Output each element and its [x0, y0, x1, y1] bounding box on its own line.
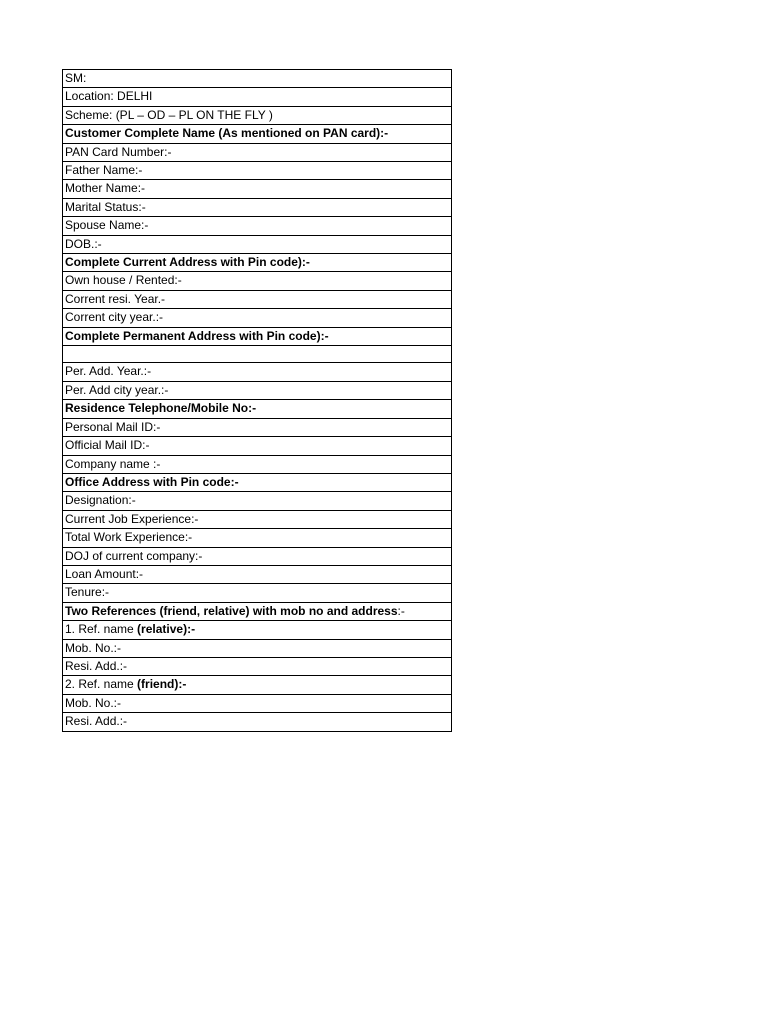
references-heading-suffix: :- [397, 603, 405, 618]
form-cell-designation[interactable]: Designation:- [63, 492, 452, 510]
form-cell-company-name[interactable]: Company name :- [63, 455, 452, 473]
form-cell-own-house-rented[interactable]: Own house / Rented:- [63, 272, 452, 290]
references-heading-label: Two References (friend, relative) with mob no and address [65, 603, 398, 618]
form-cell-per-add-city-year[interactable]: Per. Add city year.:- [63, 381, 452, 399]
form-cell-loan-amount[interactable]: Loan Amount:- [63, 565, 452, 583]
form-cell-residence-phone[interactable]: Residence Telephone/Mobile No:- [63, 400, 452, 418]
loan-application-form [62, 69, 452, 732]
form-cell-spouse-name[interactable]: Spouse Name:- [63, 217, 452, 235]
form-cell-marital-status[interactable]: Marital Status:- [63, 198, 452, 216]
form-cell-father-name[interactable]: Father Name:- [63, 162, 452, 180]
form-cell-permanent-address-blank[interactable] [63, 346, 452, 363]
ref1-name-label: 1. Ref. name [65, 622, 138, 637]
form-cell-sm[interactable]: SM: [63, 70, 452, 88]
form-cell-total-work-experience[interactable]: Total Work Experience:- [63, 529, 452, 547]
form-cell-office-address[interactable]: Office Address with Pin code:- [63, 473, 452, 491]
form-cell-customer-name[interactable]: Customer Complete Name (As mentioned on PAN card):- [63, 125, 452, 143]
form-cell-tenure[interactable]: Tenure:- [63, 584, 452, 602]
form-rows [63, 70, 452, 732]
form-cell-current-address[interactable]: Complete Current Address with Pin code):- [63, 254, 452, 272]
form-cell-ref1-mob[interactable]: Mob. No.:- [63, 639, 452, 657]
form-cell-doj-current-company[interactable]: DOJ of current company:- [63, 547, 452, 565]
form-cell-location[interactable]: Location: DELHI [63, 88, 452, 106]
form-cell-current-job-experience[interactable]: Current Job Experience:- [63, 510, 452, 528]
form-cell-ref1-name[interactable] [63, 621, 452, 639]
form-cell-official-mail[interactable]: Official Mail ID:- [63, 437, 452, 455]
form-cell-scheme[interactable]: Scheme: (PL – OD – PL ON THE FLY ) [63, 106, 452, 124]
form-cell-per-add-year[interactable]: Per. Add. Year.:- [63, 363, 452, 381]
ref2-relation-label: (friend):- [137, 677, 187, 692]
form-cell-dob[interactable]: DOB.:- [63, 235, 452, 253]
form-cell-ref2-resi-add[interactable]: Resi. Add.:- [63, 713, 452, 731]
form-cell-ref2-name[interactable] [63, 676, 452, 694]
form-cell-mother-name[interactable]: Mother Name:- [63, 180, 452, 198]
ref2-name-label: 2. Ref. name [65, 677, 138, 692]
form-cell-current-city-year[interactable]: Corrent city year.:- [63, 309, 452, 327]
form-cell-pan-number[interactable]: PAN Card Number:- [63, 143, 452, 161]
form-cell-current-resi-year[interactable]: Corrent resi. Year.- [63, 290, 452, 308]
form-cell-ref2-mob[interactable]: Mob. No.:- [63, 694, 452, 712]
form-cell-references-heading[interactable] [63, 602, 452, 620]
ref1-relation-label: (relative):- [137, 622, 196, 637]
form-cell-permanent-address[interactable]: Complete Permanent Address with Pin code):- [63, 327, 452, 345]
form-cell-ref1-resi-add[interactable]: Resi. Add.:- [63, 657, 452, 675]
form-cell-personal-mail[interactable]: Personal Mail ID:- [63, 418, 452, 436]
